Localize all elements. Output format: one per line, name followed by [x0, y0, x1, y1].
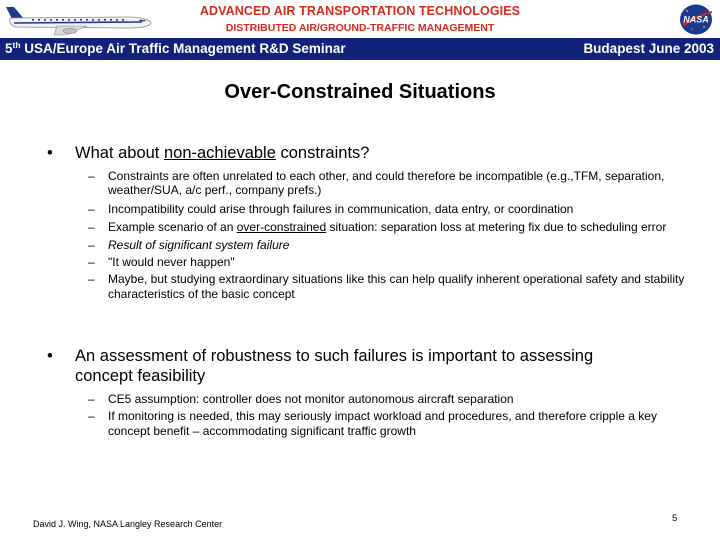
list-item: – Maybe, but studying extraordinary situations like this can help qualify inherent operational safety and stability characteristics of the basic concept: [88, 272, 685, 301]
bullet-2-subitems: [88, 392, 688, 438]
page-number: 5: [672, 513, 678, 524]
bullet-marker: •: [47, 347, 53, 365]
svg-text:NASA: NASA: [683, 14, 709, 25]
bullet-1-subitems: [88, 169, 688, 301]
header-title: ADVANCED AIR TRANSPORTATION TECHNOLOGIES: [199, 4, 521, 18]
list-item: – "It would never happen": [88, 255, 235, 270]
slide-title: Over-Constrained Situations: [224, 81, 496, 103]
list-item: – Incompatibility could arise through failures in communication, data entry, or coordination: [88, 201, 574, 216]
location-date: Budapest June 2003: [583, 41, 714, 56]
list-item: – If monitoring is needed, this may seriously impact workload and procedures, and therefore cripple a key concept benefit – accommodating significant traffic growth: [88, 409, 657, 438]
list-item: – Example scenario of an over-constrained situation: separation loss at metering fix due to scheduling error: [88, 220, 667, 235]
header-bar: [0, 38, 720, 60]
list-item: – Result of significant system failure: [88, 237, 290, 252]
bullet-2-text: An assessment of robustness to such failures is important to assessing concept feasibility: [75, 347, 594, 385]
header-subtitle: DISTRIBUTED AIR/GROUND-TRAFFIC MANAGEMENT: [225, 22, 495, 34]
footer-author: David J. Wing, NASA Langley Research Center: [33, 519, 223, 529]
bullet-marker: •: [47, 144, 53, 162]
seminar-name: 5th USA/Europe Air Traffic Management R&D Seminar: [5, 40, 346, 56]
list-item: – Constraints are often unrelated to each other, and could therefore be incompatible (e.g.,TFM, separation, weather/SUA, a/c perf., company prefs.): [88, 169, 665, 198]
list-item: – CE5 assumption: controller does not monitor autonomous aircraft separation: [88, 392, 514, 406]
bullet-1-text: What about non-achievable constraints?: [75, 144, 370, 162]
